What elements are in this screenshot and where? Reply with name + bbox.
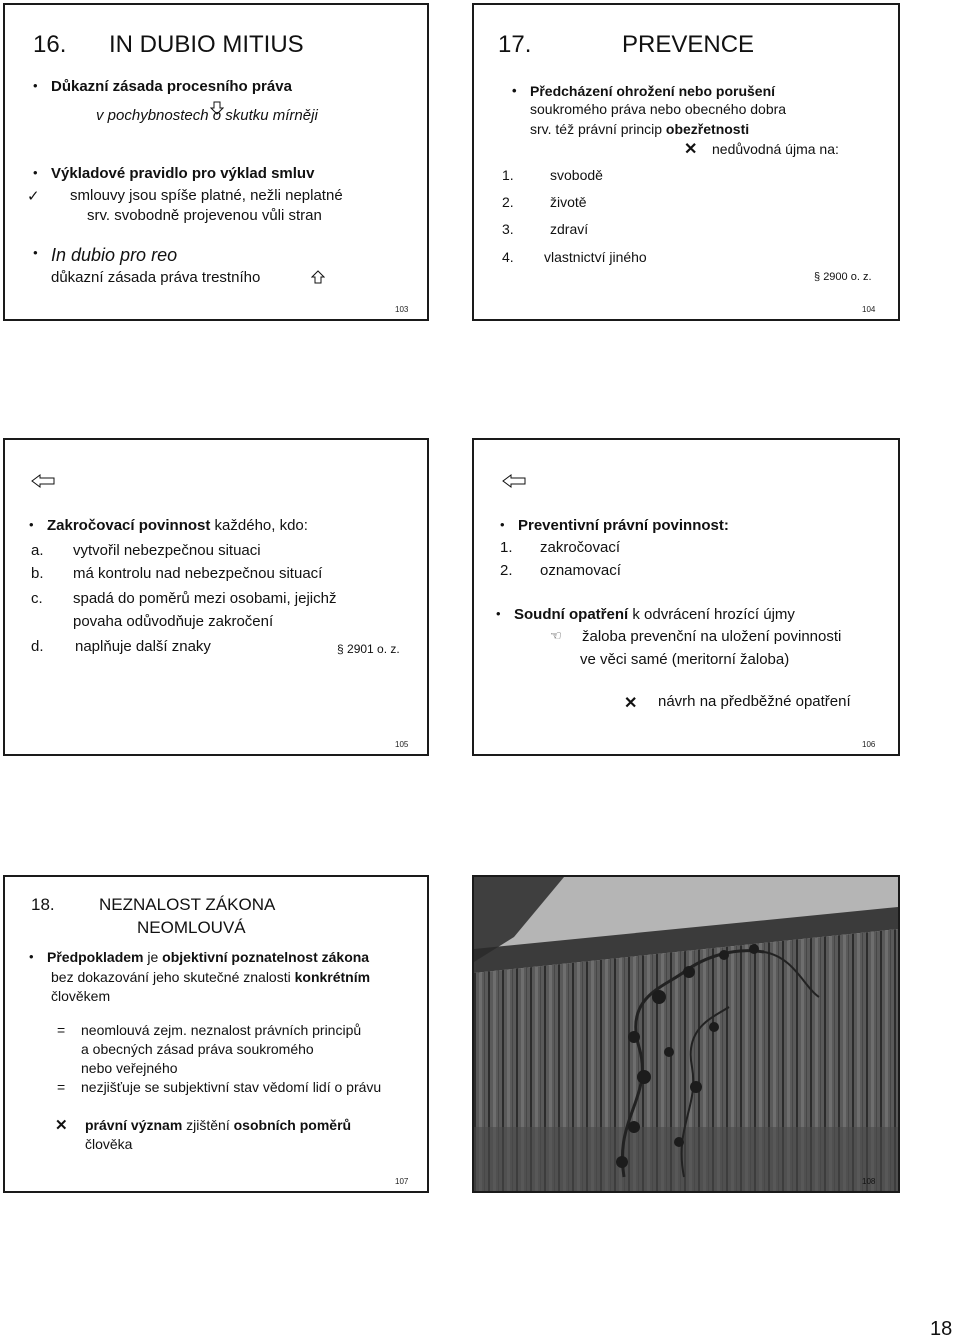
left-arrow-icon bbox=[31, 474, 55, 488]
text-line: návrh na předběžné opatření bbox=[658, 693, 851, 710]
slide-title: NEZNALOST ZÁKONA bbox=[99, 895, 276, 914]
text-line: srv. též právní princip obezřetnosti bbox=[530, 121, 750, 137]
text-line: nezjišťuje se subjektivní stav vědomí lidí o právu bbox=[81, 1079, 382, 1095]
list-marker: 3. bbox=[502, 221, 514, 237]
text-line: neomlouvá zejm. neznalost právních principů bbox=[81, 1022, 362, 1038]
list-marker: a. bbox=[31, 542, 44, 559]
list-item: životě bbox=[550, 194, 587, 210]
text-line: člověka bbox=[85, 1136, 133, 1152]
list-marker: 4. bbox=[502, 249, 514, 265]
text-line: nebo veřejného bbox=[81, 1060, 178, 1076]
list-item: naplňuje další znaky bbox=[75, 638, 211, 655]
list-marker: 1. bbox=[500, 539, 513, 556]
text-line: ve věci samé (meritorní žaloba) bbox=[580, 651, 790, 668]
list-item: povaha odůvodňuje zakročení bbox=[73, 613, 274, 630]
list-marker: 2. bbox=[500, 562, 513, 579]
text-line: nedůvodná újma na: bbox=[712, 141, 839, 157]
cross-icon: ✕ bbox=[684, 141, 698, 158]
list-marker: c. bbox=[31, 590, 43, 607]
text-line: v pochybnostech o skutku mírněji bbox=[96, 107, 318, 124]
slide-title: PREVENCE bbox=[622, 31, 755, 58]
list-item: zakročovací bbox=[540, 539, 621, 556]
slide-106 bbox=[472, 438, 900, 756]
pointing-hand-icon: ☜ bbox=[550, 628, 562, 643]
text-line: žaloba prevenční na uložení povinnosti bbox=[582, 628, 842, 645]
bullet-text: • Předcházení ohrožení nebo porušení bbox=[530, 83, 775, 99]
slide-number: 18. bbox=[31, 895, 55, 914]
section-reference: § 2900 o. z. bbox=[814, 271, 872, 283]
slide-page-number: 107 bbox=[395, 1177, 409, 1186]
list-marker: 2. bbox=[502, 194, 514, 210]
slide-page-number: 103 bbox=[395, 305, 409, 314]
slide-page-number: 108 bbox=[862, 1177, 876, 1186]
list-item: vytvořil nebezpečnou situaci bbox=[73, 542, 261, 559]
list-item: spadá do poměrů mezi osobami, jejichž bbox=[73, 590, 337, 607]
list-item: svobodě bbox=[550, 167, 603, 183]
slide-title: NEOMLOUVÁ bbox=[137, 918, 246, 937]
cross-icon: ✕ bbox=[55, 1117, 68, 1134]
slide-107 bbox=[3, 875, 429, 1193]
slide-103 bbox=[3, 3, 429, 321]
text-line: smlouvy jsou spíše platné, nežli neplatné bbox=[70, 187, 343, 204]
bullet-text: • Důkazní zásada procesního práva bbox=[51, 78, 292, 95]
text-line: a obecných zásad práva soukromého bbox=[81, 1041, 314, 1057]
slide-104 bbox=[472, 3, 900, 321]
slide-number: 16. bbox=[33, 31, 67, 58]
slide-105 bbox=[3, 438, 429, 756]
document-page-number: 18 bbox=[930, 1318, 953, 1340]
list-item: zdraví bbox=[550, 221, 589, 237]
list-marker: b. bbox=[31, 565, 44, 582]
list-marker: 1. bbox=[502, 167, 514, 183]
bullet-text: • In dubio pro reo bbox=[51, 245, 177, 266]
text-line: člověkem bbox=[51, 988, 111, 1004]
slide-page-number: 105 bbox=[395, 740, 409, 749]
bullet-text: • Zakročovací povinnost každého, kdo: bbox=[47, 517, 308, 534]
equals-marker: = bbox=[57, 1079, 66, 1095]
bullet-text: • Preventivní právní povinnost: bbox=[518, 517, 729, 534]
up-arrow-icon bbox=[311, 270, 325, 284]
text-line: důkazní zásada práva trestního bbox=[51, 269, 261, 286]
text-line: bez dokazování jeho skutečné znalosti konkrétním bbox=[51, 969, 371, 985]
slide-page-number: 104 bbox=[862, 305, 876, 314]
bullet-text: • Předpokladem je objektivní poznatelnost zákona bbox=[47, 949, 369, 965]
check-icon: ✓ bbox=[27, 188, 40, 205]
slide-number: 17. bbox=[498, 31, 532, 58]
list-marker: d. bbox=[31, 638, 44, 655]
cross-icon: ✕ bbox=[624, 695, 638, 712]
bullet-text: • Výkladové pravidlo pro výklad smluv bbox=[51, 165, 314, 182]
equals-marker: = bbox=[57, 1022, 66, 1038]
list-item: vlastnictví jiného bbox=[544, 249, 647, 265]
text-line: právní význam zjištění osobních poměrů bbox=[85, 1117, 352, 1133]
fence-photo bbox=[474, 877, 898, 1191]
text-line: srv. svobodně projevenou vůli stran bbox=[87, 207, 322, 224]
slide-title: IN DUBIO MITIUS bbox=[109, 31, 304, 58]
list-item: oznamovací bbox=[540, 562, 621, 579]
slide-108-photo bbox=[472, 875, 900, 1193]
slide-page-number: 106 bbox=[862, 740, 876, 749]
section-reference: § 2901 o. z. bbox=[337, 642, 400, 656]
list-item: má kontrolu nad nebezpečnou situací bbox=[73, 565, 323, 582]
text-line: soukromého práva nebo obecného dobra bbox=[530, 101, 787, 117]
left-arrow-icon bbox=[502, 474, 526, 488]
bullet-text: • Soudní opatření k odvrácení hrozící újmy bbox=[514, 606, 795, 623]
